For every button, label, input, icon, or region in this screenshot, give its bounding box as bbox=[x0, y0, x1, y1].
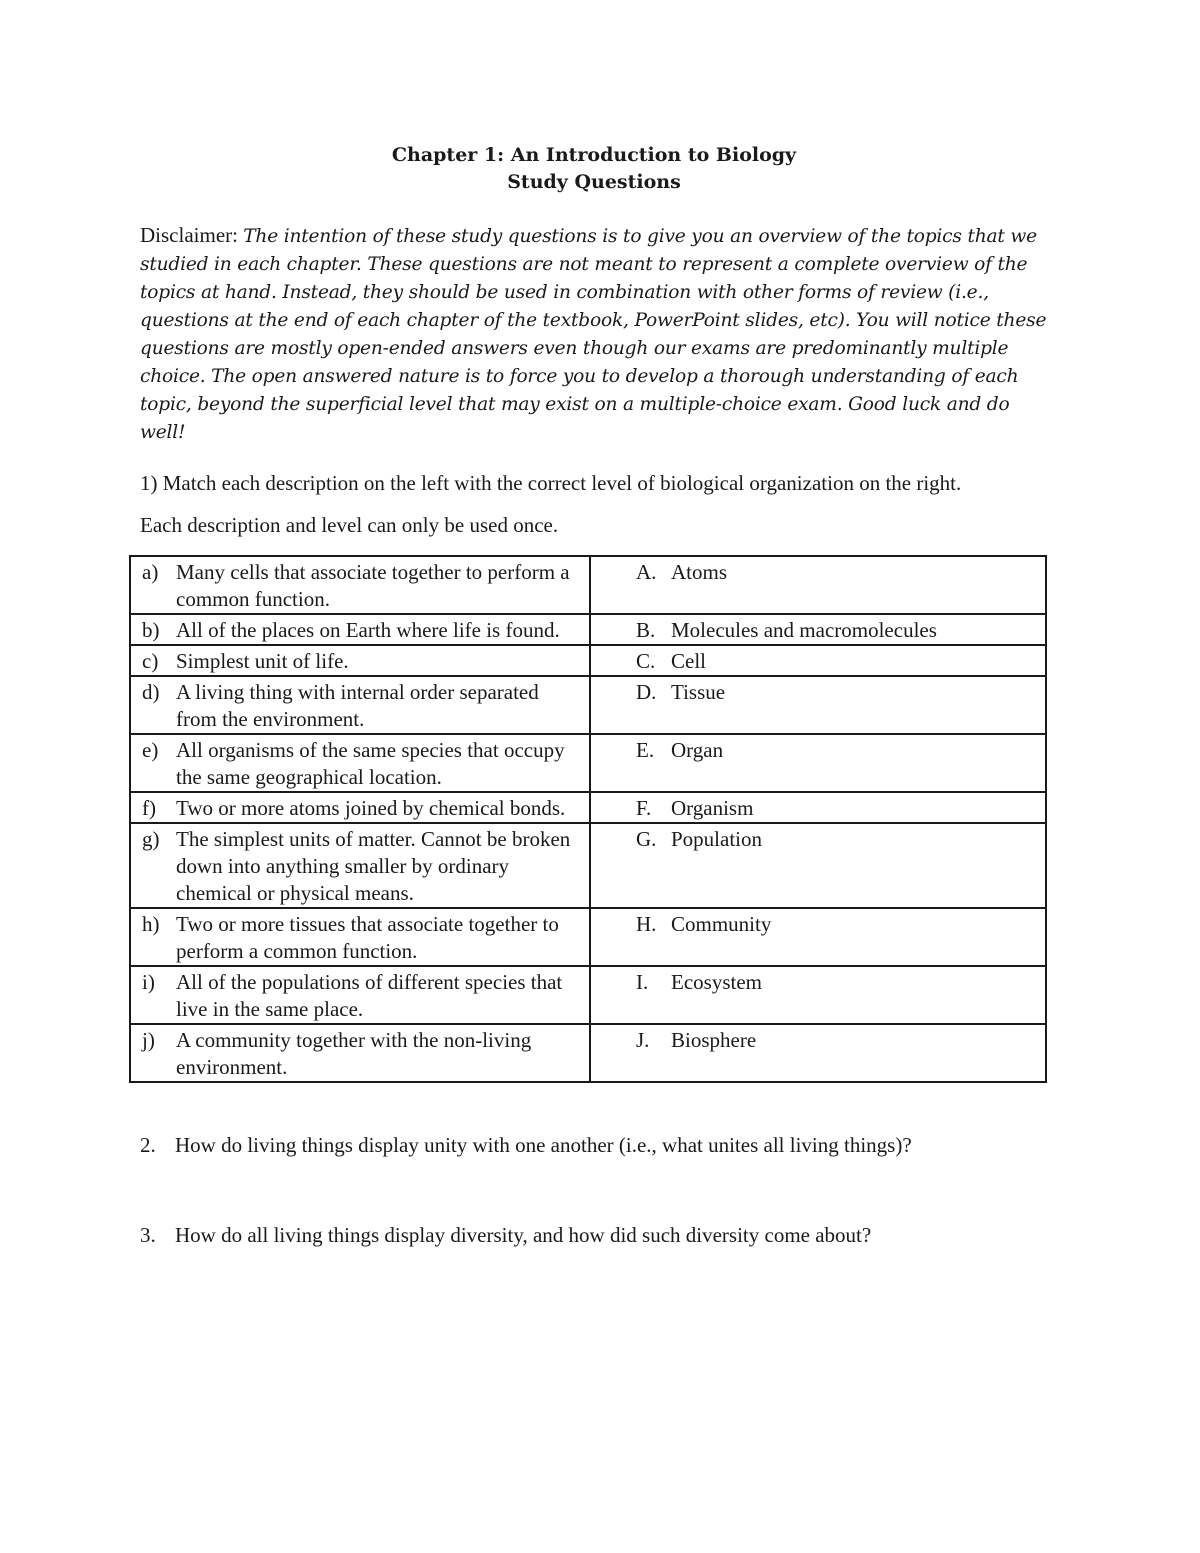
level-cell bbox=[590, 1024, 1046, 1082]
question-2 bbox=[140, 1131, 1048, 1159]
table-row bbox=[130, 614, 1046, 645]
level-text: Organism bbox=[671, 796, 754, 820]
description-letter: a) bbox=[142, 560, 159, 584]
table-row bbox=[130, 734, 1046, 792]
table-row bbox=[130, 1024, 1046, 1082]
level-letter: J. bbox=[636, 1028, 650, 1052]
question-3 bbox=[140, 1221, 1048, 1249]
description-text: Two or more tissues that associate together to perform a common function. bbox=[176, 912, 559, 963]
level-cell bbox=[590, 908, 1046, 966]
description-cell bbox=[130, 1024, 590, 1082]
question-2-text: How do living things display unity with one another (i.e., what unites all living things)? bbox=[175, 1133, 912, 1157]
level-text: Ecosystem bbox=[671, 970, 762, 994]
description-text: A living thing with internal order separated from the environment. bbox=[176, 680, 539, 731]
question-1-prompt: 1) Match each description on the left with the correct level of biological organization on the right. bbox=[140, 471, 962, 495]
description-letter: j) bbox=[142, 1028, 155, 1052]
question-1-note: Each description and level can only be used once. bbox=[140, 513, 559, 537]
description-text: The simplest units of matter. Cannot be broken down into anything smaller by ordinary chemical or physical means. bbox=[176, 827, 571, 905]
document-page bbox=[140, 142, 1048, 1249]
description-letter: h) bbox=[142, 912, 160, 936]
level-letter: H. bbox=[636, 912, 657, 936]
level-text: Organ bbox=[671, 738, 724, 762]
level-cell bbox=[590, 792, 1046, 823]
description-text: All of the populations of different species that live in the same place. bbox=[176, 970, 563, 1021]
description-cell bbox=[130, 614, 590, 645]
description-cell bbox=[130, 908, 590, 966]
level-text: Population bbox=[671, 827, 763, 851]
level-letter: E. bbox=[636, 738, 655, 762]
level-text: Tissue bbox=[671, 680, 726, 704]
description-text: All organisms of the same species that occupy the same geographical location. bbox=[176, 738, 565, 789]
question-2-number: 2. bbox=[140, 1133, 156, 1157]
description-letter: e) bbox=[142, 738, 159, 762]
level-letter: D. bbox=[636, 680, 657, 704]
description-text: Two or more atoms joined by chemical bonds. bbox=[176, 796, 566, 820]
description-cell bbox=[130, 676, 590, 734]
table-row bbox=[130, 556, 1046, 614]
disclaimer-label: Disclaimer: bbox=[140, 223, 244, 247]
disclaimer-text: The intention of these study questions is to give you an overview of the topics that we studied in each chapter. These questions are not meant to represent a complete overview of the topics at hand. Instead, they should be used in combination with other forms of review (i.e., questions at the end of each chapter of the textbook, PowerPoint slides, etc). You will notice these questions are mostly open-ended answers even though our exams are predominantly multiple choice. The open answered nature is to force you to develop a thorough understanding of each topic, beyond the superficial level that may exist on a multiple-choice exam. Good luck and do well! bbox=[140, 226, 1047, 443]
description-cell bbox=[130, 966, 590, 1024]
level-text: Cell bbox=[671, 649, 706, 673]
level-letter: G. bbox=[636, 827, 657, 851]
description-letter: d) bbox=[142, 680, 160, 704]
level-cell bbox=[590, 676, 1046, 734]
table-row bbox=[130, 908, 1046, 966]
level-text: Molecules and macromolecules bbox=[671, 618, 937, 642]
disclaimer bbox=[140, 222, 1048, 446]
level-letter: F. bbox=[636, 796, 652, 820]
description-text: All of the places on Earth where life is found. bbox=[176, 618, 560, 642]
page-subtitle: Study Questions bbox=[507, 171, 681, 193]
description-cell bbox=[130, 556, 590, 614]
question-3-text: How do all living things display diversity, and how did such diversity come about? bbox=[175, 1223, 872, 1247]
table-row bbox=[130, 645, 1046, 676]
description-letter: f) bbox=[142, 796, 156, 820]
description-letter: i) bbox=[142, 970, 155, 994]
description-cell bbox=[130, 645, 590, 676]
level-cell bbox=[590, 966, 1046, 1024]
page-title: Chapter 1: An Introduction to Biology bbox=[391, 144, 797, 166]
description-letter: c) bbox=[142, 649, 159, 673]
level-letter: I. bbox=[636, 970, 649, 994]
matching-table bbox=[129, 555, 1047, 1083]
description-cell bbox=[130, 792, 590, 823]
level-text: Biosphere bbox=[671, 1028, 757, 1052]
level-cell bbox=[590, 614, 1046, 645]
description-letter: b) bbox=[142, 618, 160, 642]
table-row bbox=[130, 966, 1046, 1024]
description-cell bbox=[130, 823, 590, 908]
description-text: Many cells that associate together to perform a common function. bbox=[176, 560, 570, 611]
description-text: Simplest unit of life. bbox=[176, 649, 349, 673]
description-cell bbox=[130, 734, 590, 792]
level-cell bbox=[590, 823, 1046, 908]
description-text: A community together with the non-living environment. bbox=[176, 1028, 532, 1079]
table-row bbox=[130, 823, 1046, 908]
description-letter: g) bbox=[142, 827, 160, 851]
level-letter: C. bbox=[636, 649, 656, 673]
level-letter: B. bbox=[636, 618, 656, 642]
level-cell bbox=[590, 734, 1046, 792]
level-cell bbox=[590, 645, 1046, 676]
level-cell bbox=[590, 556, 1046, 614]
title-block bbox=[140, 142, 1048, 196]
level-text: Community bbox=[671, 912, 772, 936]
table-row bbox=[130, 792, 1046, 823]
question-3-number: 3. bbox=[140, 1223, 156, 1247]
level-text: Atoms bbox=[671, 560, 728, 584]
table-row bbox=[130, 676, 1046, 734]
level-letter: A. bbox=[636, 560, 657, 584]
